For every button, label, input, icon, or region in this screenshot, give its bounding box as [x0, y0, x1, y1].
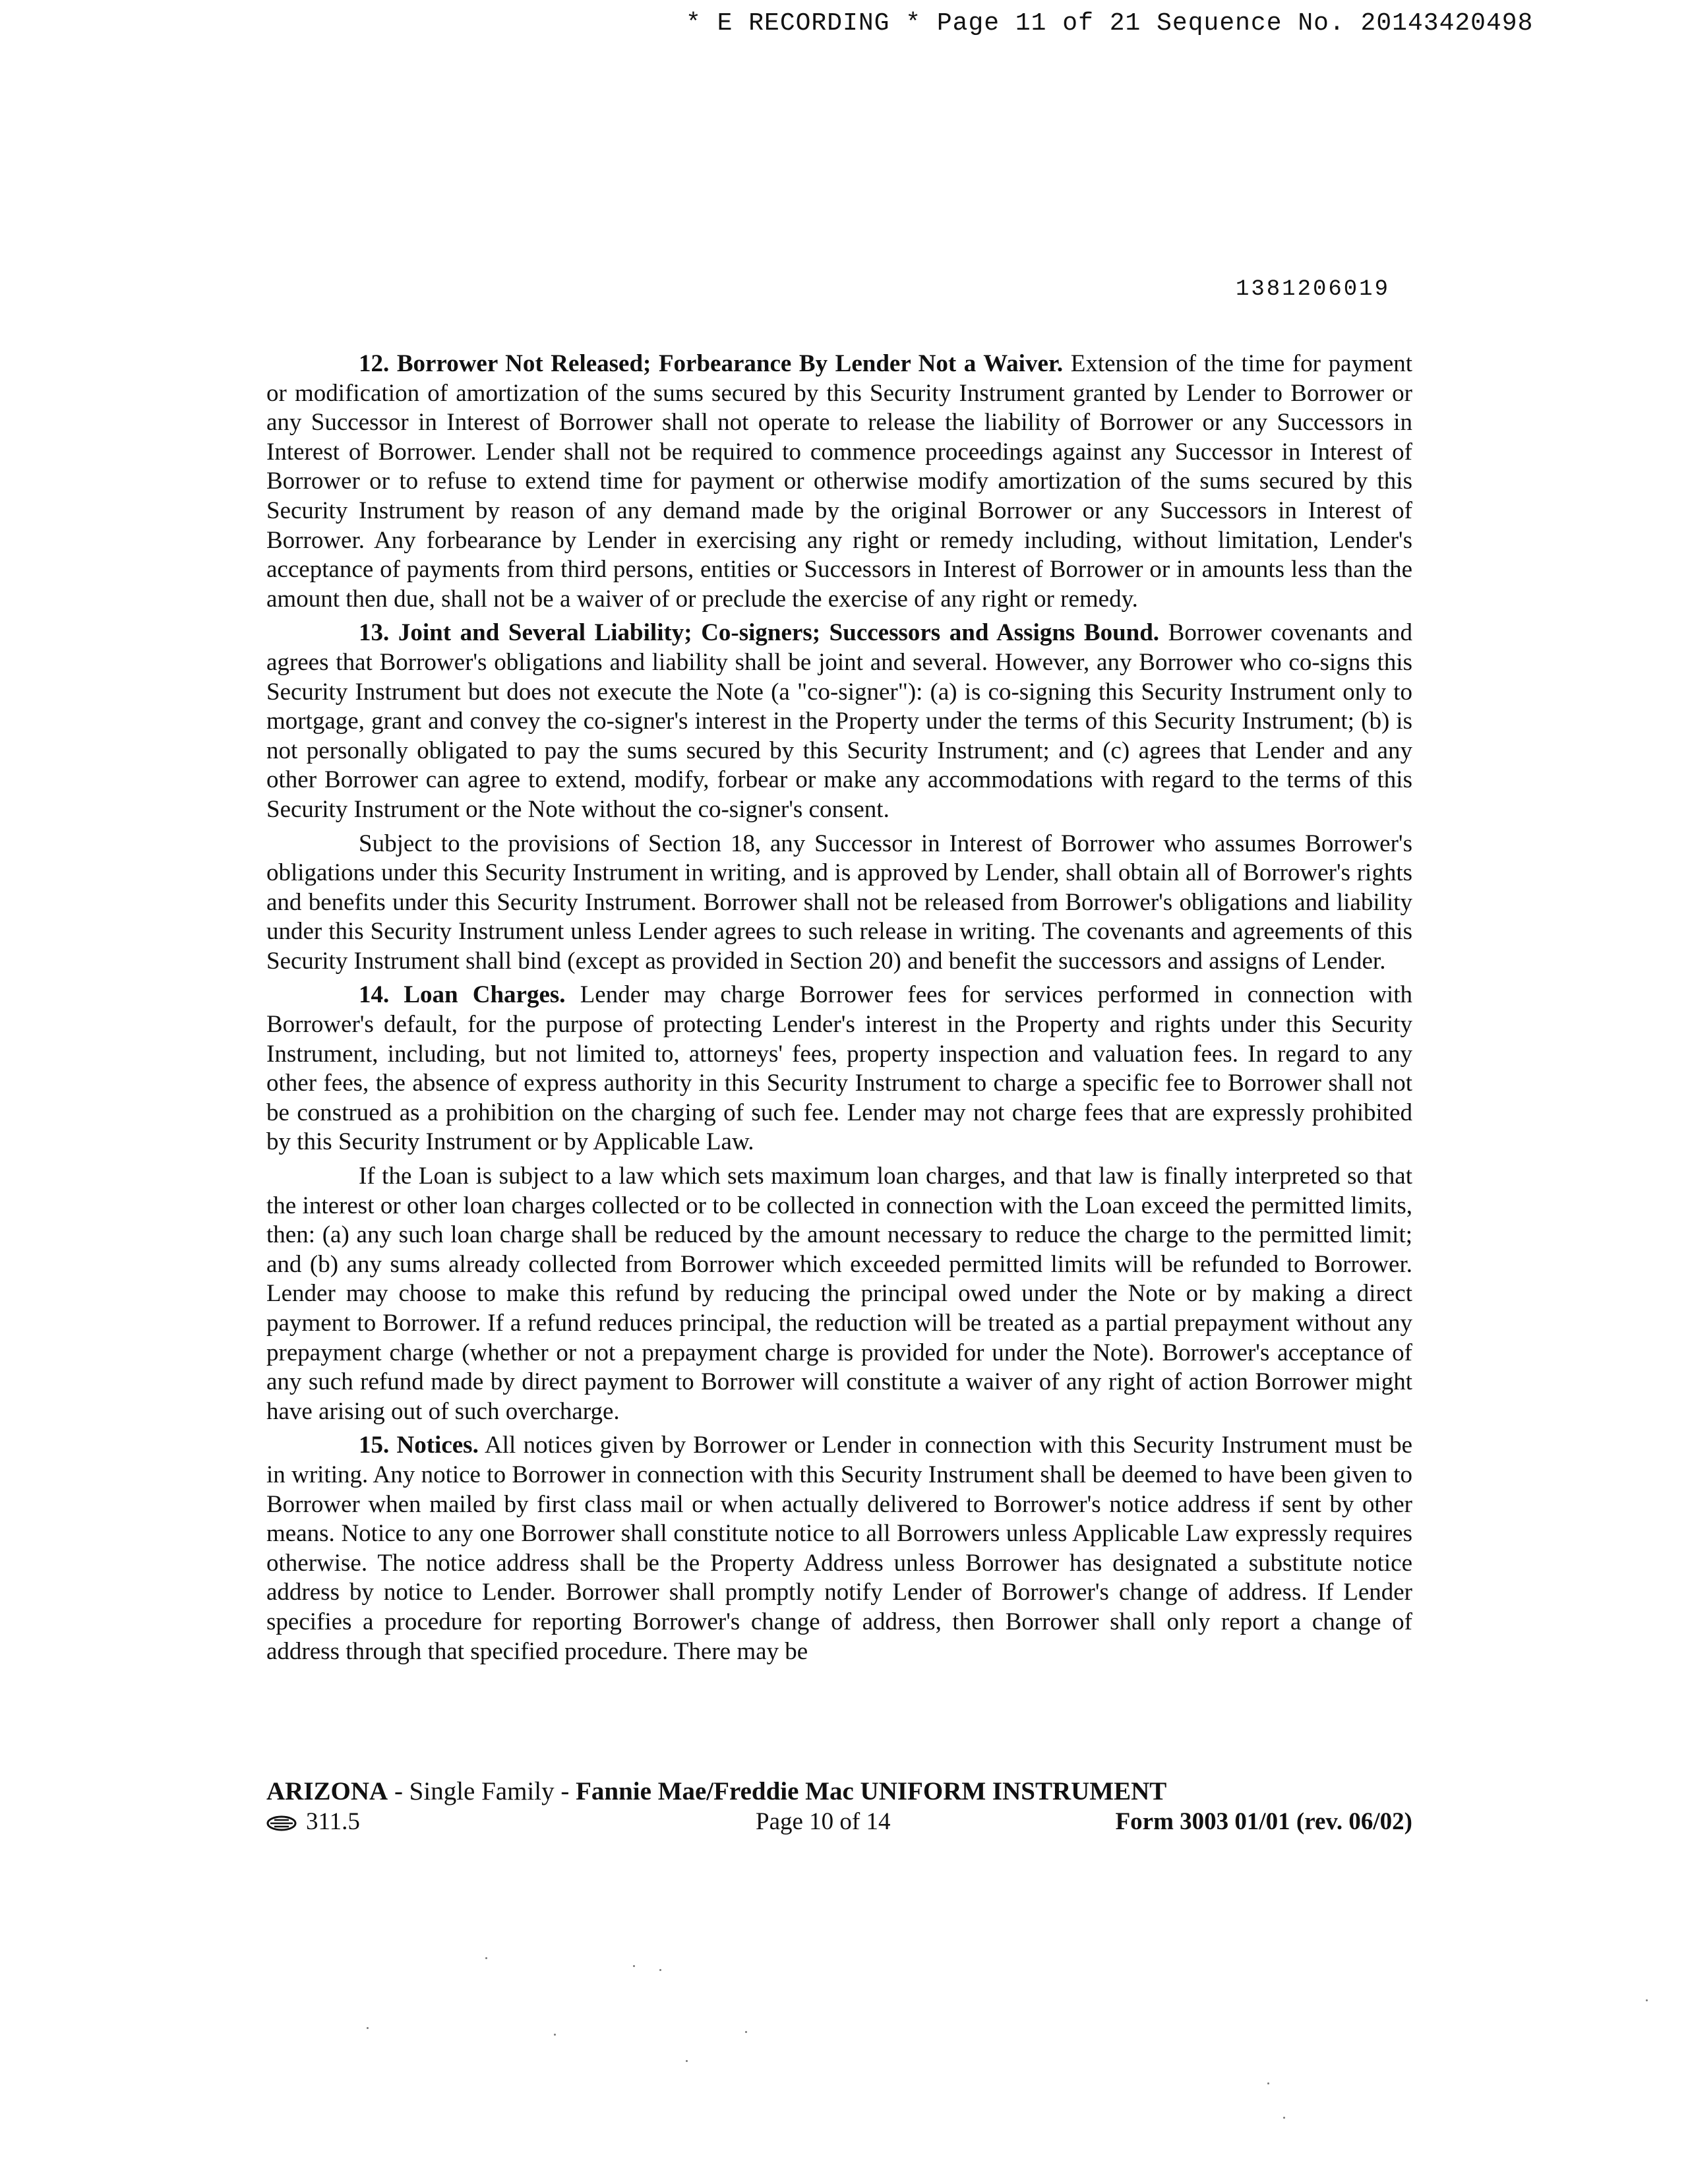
scan-speck	[367, 2027, 369, 2029]
scan-speck	[1646, 1999, 1648, 2001]
document-body	[266, 349, 1412, 1671]
scan-speck	[554, 2034, 556, 2036]
section-14	[266, 981, 1412, 1157]
section-14-heading: 14. Loan Charges.	[359, 981, 566, 1009]
section-14-continued-text: If the Loan is subject to a law which sets maximum loan charges, and that law is finally interpreted so that the interest or other loan charges collected or to be collected in connection with the Loan exceed the permitted limits, then: (a) any such loan charge shall be reduced by the amount necessary to reduce the charge to the permitted limit; and (b) any sums already collected from Borrower which exceeded permitted limits will be refunded to Borrower. Lender may choose to make this refund by reducing the principal owed under the Note or by making a direct payment to Borrower. If a refund reduces principal, the reduction will be treated as a partial prepayment without any prepayment charge (whether or not a prepayment charge is provided for under the Note). Borrower's acceptance of any such refund made by direct payment to Borrower will constitute a waiver of any right of action Borrower might have arising out of such overcharge.	[266, 1163, 1412, 1425]
section-15-heading: 15. Notices.	[359, 1432, 479, 1459]
footer-form-number: Form 3003 01/01 (rev. 06/02)	[1115, 1808, 1412, 1835]
footer-page-number: Page 10 of 14	[756, 1808, 891, 1835]
section-14-text: Lender may charge Borrower fees for services performed in connection with Borrower's default, for the purpose of protecting Lender's interest in the Property and rights under this Security Instrument, including, but not limited to, attorneys' fees, property inspection and valuation fees. In regard to any other fees, the absence of express authority in this Security Instrument to charge a specific fee to Borrower shall not be construed as a prohibition on the charging of such fee. Lender may not charge fees that are expressly prohibited by this Security Instrument or by Applicable Law.	[266, 981, 1412, 1156]
footer-state: ARIZONA	[266, 1777, 388, 1805]
section-13-heading: 13. Joint and Several Liability; Co-signers; Successors and Assigns Bound.	[359, 619, 1160, 647]
section-15	[266, 1431, 1412, 1666]
form-logo-icon	[266, 1815, 297, 1832]
footer-meta	[266, 1807, 1412, 1837]
scan-speck	[633, 1965, 635, 1967]
scan-speck	[485, 1957, 487, 1959]
section-13	[266, 619, 1412, 824]
footer-form-name: Fannie Mae/Freddie Mac UNIFORM INSTRUMENT	[576, 1777, 1167, 1805]
scan-speck	[1267, 2082, 1269, 2084]
loan-number: 1381206019	[1235, 277, 1390, 302]
section-12-heading: 12. Borrower Not Released; Forbearance By Lender Not a Waiver.	[359, 350, 1064, 377]
section-13-continued-text: Subject to the provisions of Section 18, any Successor in Interest of Borrower who assumes Borrower's obligations under this Security Instrument in writing, and is approved by Lender, shall obtain all of Borrower's rights and benefits under this Security Instrument. Borrower shall not be released from Borrower's obligations and liability under this Security Instrument unless Lender agrees to such release in writing. The covenants and agreements of this Security Instrument shall bind (except as provided in Section 20) and benefit the successors and assigns of Lender.	[266, 830, 1412, 975]
section-14-continued	[266, 1162, 1412, 1426]
section-13-continued	[266, 830, 1412, 977]
scan-speck	[659, 1969, 661, 1971]
scan-speck	[745, 2031, 747, 2033]
footer-title	[266, 1776, 1412, 1807]
scan-speck	[686, 2060, 688, 2062]
footer-code-number: 311.5	[306, 1808, 360, 1835]
section-12	[266, 349, 1412, 614]
scan-speck	[1283, 2117, 1285, 2119]
footer-code	[266, 1807, 360, 1837]
section-15-text: All notices given by Borrower or Lender in connection with this Security Instrument must be in writing. Any notice to Borrower in connection with this Security Instrument shall be deemed to have been given to Borrower when mailed by first class mail or when actually delivered to Borrower's notice address if sent by other means. Notice to any one Borrower shall constitute notice to all Borrowers unless Applicable Law expressly requires otherwise. The notice address shall be the Property Address unless Borrower has designated a substitute notice address by notice to Lender. Borrower shall promptly notify Lender of Borrower's change of address. If Lender specifies a procedure for reporting Borrower's change of address, then Borrower shall only report a change of address through that specified procedure. There may be	[266, 1432, 1412, 1665]
footer-separator: - Single Family -	[388, 1777, 576, 1805]
form-footer	[266, 1776, 1412, 1837]
section-13-text: Borrower covenants and agrees that Borrower's obligations and liability shall be joint and several. However, any Borrower who co-signs this Security Instrument but does not execute the Note (a "co-signer"): (a) is co-signing this Security Instrument only to mortgage, grant and convey the co-signer's interest in the Property under the terms of this Security Instrument; (b) is not personally obligated to pay the sums secured by this Security Instrument; and (c) agrees that Lender and any other Borrower can agree to extend, modify, forbear or make any accommodations with regard to the terms of this Security Instrument or the Note without the co-signer's consent.	[266, 619, 1413, 823]
section-12-text: Extension of the time for payment or modification of amortization of the sums secured by this Security Instrument granted by Lender to Borrower or any Successor in Interest of Borrower shall not operate to release the liability of Borrower or any Successors in Interest of Borrower. Lender shall not be required to commence proceedings against any Successor in Interest of Borrower or to refuse to extend time for payment or otherwise modify amortization of the sums secured by this Security Instrument by reason of any demand made by the original Borrower or any Successors in Interest of Borrower. Any forbearance by Lender in exercising any right or remedy including, without limitation, Lender's acceptance of payments from third persons, entities or Successors in Interest of Borrower or in amounts less than the amount then due, shall not be a waiver of or preclude the exercise of any right or remedy.	[266, 350, 1412, 613]
recording-stamp: * E RECORDING * Page 11 of 21 Sequence No. 20143420498	[686, 9, 1534, 38]
